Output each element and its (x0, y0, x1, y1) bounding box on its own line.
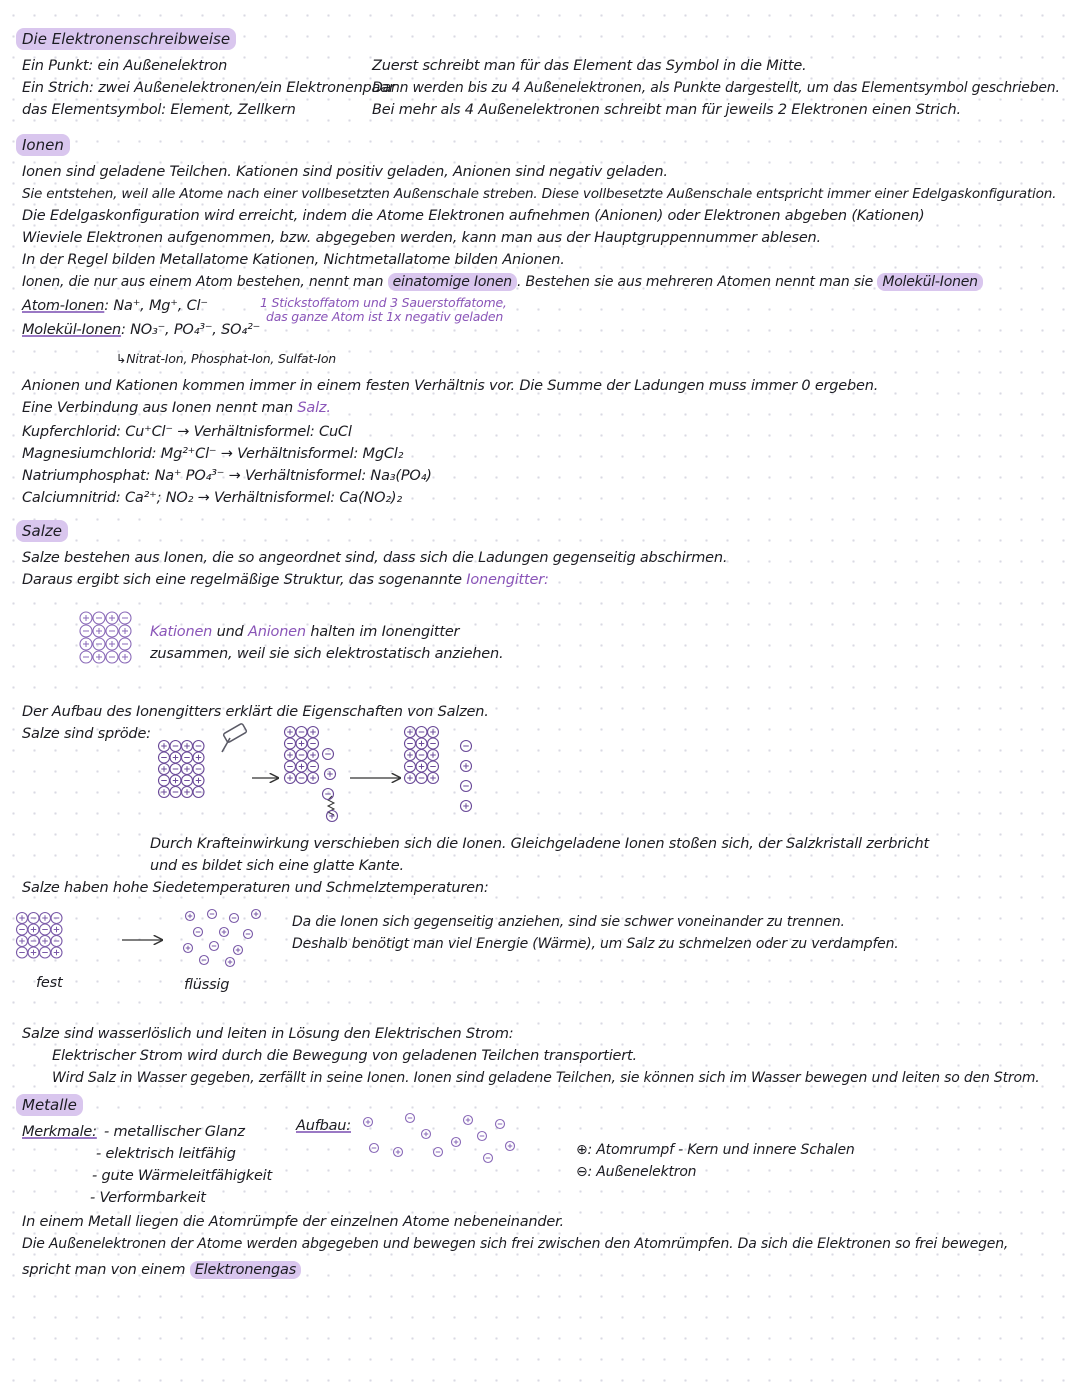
cation-icon (182, 787, 193, 798)
note-line: Salze haben hohe Siedetemperaturen und Schmelztemperaturen: (22, 880, 489, 896)
cation-icon (40, 936, 51, 947)
cation-icon (170, 752, 181, 763)
text-span: halten im Ionengitter (305, 624, 460, 640)
anion-icon (416, 773, 427, 784)
list-item: - Verformbarkeit (90, 1190, 206, 1206)
note-line: und es bildet sich eine glatte Kante. (150, 858, 404, 874)
term-anionen: Anionen (247, 624, 306, 640)
term-ionengitter: Ionengitter: (466, 572, 549, 588)
anion-icon (159, 752, 170, 763)
cation-icon (428, 727, 439, 738)
example-line: Natriumphosphat: Na⁺ PO₄³⁻ → Verhältnisformel: Na₃(PO₄) (22, 468, 432, 484)
note-line: Ein Strich: zwei Außenelektronen/ein Elektronenpaar (22, 80, 395, 96)
anion-icon (434, 1148, 443, 1157)
anion-icon (93, 638, 105, 650)
anion-icon (193, 787, 204, 798)
cation-icon (51, 924, 62, 935)
anion-icon (170, 787, 181, 798)
cation-icon (364, 1118, 373, 1127)
term-elektronengas: Elektronengas (190, 1261, 301, 1279)
note-line: Wieviele Elektronen aufgenommen, bzw. abgegeben werden, kann man aus der Hauptgruppennummer ablesen. (22, 230, 821, 246)
anion-icon (416, 727, 427, 738)
anion-icon (80, 651, 92, 663)
cation-icon (93, 625, 105, 637)
brittleness-diagram (150, 726, 490, 836)
cation-icon (106, 612, 118, 624)
anion-icon (40, 947, 51, 958)
anion-icon (308, 738, 319, 749)
note-line: Ein Punkt: ein Außenelektron (22, 58, 228, 74)
label-fluessig: flüssig (184, 977, 230, 993)
cation-icon (40, 913, 51, 924)
cation-icon (325, 769, 336, 780)
anion-icon (296, 773, 307, 784)
label-molekuel-ionen: Molekül-Ionen (22, 322, 122, 338)
anion-icon (51, 913, 62, 924)
cation-icon (428, 750, 439, 761)
list-item: - elektrisch leitfähig (96, 1146, 236, 1162)
cation-icon (285, 750, 296, 761)
anion-icon (182, 775, 193, 786)
anion-icon (106, 651, 118, 663)
anion-icon (296, 750, 307, 761)
anion-icon (210, 942, 219, 951)
cation-icon (394, 1148, 403, 1157)
label-aufbau: Aufbau: (296, 1118, 351, 1134)
cation-icon (182, 741, 193, 752)
anion-icon (170, 741, 181, 752)
cation-icon (51, 947, 62, 958)
anion-icon (170, 764, 181, 775)
cation-icon (452, 1138, 461, 1147)
anion-icon (200, 956, 209, 965)
anion-icon (323, 789, 334, 800)
text-span: : Na⁺, Mg⁺, Cl⁻ (104, 298, 208, 314)
note-line: In einem Metall liegen die Atomrümpfe der einzelnen Atome nebeneinander. (22, 1214, 564, 1230)
note-line: Anionen und Kationen kommen immer in einem festen Verhältnis vor. Die Summe der Ladungen muss immer 0 ergeben. (22, 378, 879, 394)
heading-elektronenschreibweise: Die Elektronenschreibweise (16, 28, 236, 50)
note-line: Bei mehr als 4 Außenelektronen schreibt man für jeweils 2 Elektronen einen Strich. (372, 102, 961, 118)
anion-icon (370, 1144, 379, 1153)
anion-icon (230, 914, 239, 923)
cation-icon (461, 761, 472, 772)
label-fest: fest (36, 975, 63, 991)
cation-icon (80, 612, 92, 624)
cation-icon (416, 761, 427, 772)
anion-icon (17, 924, 28, 935)
note-line (22, 572, 549, 589)
anion-icon (80, 625, 92, 637)
anion-icon (285, 761, 296, 772)
cation-icon (106, 638, 118, 650)
molekuel-ionen-line (22, 322, 260, 339)
label-merkmale: Merkmale: (22, 1124, 97, 1140)
anion-icon (405, 738, 416, 749)
legend-atomrumpf: ⊕: Atomrumpf - Kern und innere Schalen (576, 1142, 855, 1158)
note-line: Durch Krafteinwirkung verschieben sich die Ionen. Gleichgeladene Ionen stoßen sich, der Salzkristall zerbricht (150, 836, 930, 852)
term-einatomige-ionen: einatomige Ionen (388, 273, 517, 291)
example-line: Magnesiumchlorid: Mg²⁺Cl⁻ → Verhältnisformel: MgCl₂ (22, 446, 404, 462)
heading-salze: Salze (16, 520, 68, 542)
note-line (22, 1262, 301, 1279)
anion-icon (416, 750, 427, 761)
note-line: Salze sind wasserlöslich und leiten in Lösung den Elektrischen Strom: (22, 1026, 514, 1042)
cation-icon (186, 912, 195, 921)
anion-icon (428, 761, 439, 772)
note-line: Der Aufbau des Ionengitters erklärt die Eigenschaften von Salzen. (22, 704, 489, 720)
cation-icon (17, 936, 28, 947)
cation-icon (80, 638, 92, 650)
text-span: . Bestehen sie aus mehreren Atomen nennt man sie (516, 274, 874, 290)
cation-icon (405, 773, 416, 784)
cation-icon (93, 651, 105, 663)
note-line: Ionen sind geladene Teilchen. Kationen sind positiv geladen, Anionen sind negativ geladen. (22, 164, 668, 180)
note-line: Die Außenelektronen der Atome werden abgegeben und bewegen sich frei zwischen den Atomrümpfen. Da sich die Elektronen so frei bewegen, (22, 1236, 1009, 1252)
hammer-icon (222, 723, 247, 752)
cation-icon (226, 958, 235, 967)
anion-icon (28, 913, 39, 924)
note-line: Elektrischer Strom wird durch die Bewegung von geladenen Teilchen transportiert. (52, 1048, 637, 1064)
anion-icon (93, 612, 105, 624)
anion-icon (484, 1154, 493, 1163)
example-line: Calciumnitrid: Ca²⁺; NO₂ → Verhältnisformel: Ca(NO₂)₂ (22, 490, 402, 506)
cation-icon (405, 750, 416, 761)
anion-icon (182, 752, 193, 763)
heading-ionen: Ionen (16, 134, 70, 156)
note-line: In der Regel bilden Metallatome Kationen, Nichtmetallatome bilden Anionen. (22, 252, 565, 268)
cation-icon (285, 727, 296, 738)
anion-icon (194, 928, 203, 937)
cation-icon (506, 1142, 515, 1151)
anion-icon (17, 947, 28, 958)
list-item: - gute Wärmeleitfähigkeit (92, 1168, 272, 1184)
list-item: - metallischer Glanz (104, 1124, 245, 1140)
cation-icon (285, 773, 296, 784)
term-molekuel-ionen: Molekül-Ionen (877, 273, 983, 291)
text-span: Eine Verbindung aus Ionen nennt man (22, 400, 293, 416)
anion-icon (159, 775, 170, 786)
cation-icon (17, 913, 28, 924)
cation-icon (159, 787, 170, 798)
anion-icon (285, 738, 296, 749)
cation-icon (119, 625, 131, 637)
cation-icon (28, 947, 39, 958)
cation-icon (464, 1116, 473, 1125)
anion-icon (40, 924, 51, 935)
cation-icon (28, 924, 39, 935)
cation-icon (461, 801, 472, 812)
anion-icon (119, 612, 131, 624)
anion-icon (428, 738, 439, 749)
anion-icon (478, 1132, 487, 1141)
term-kationen: Kationen (150, 624, 213, 640)
text-span: spricht man von einem (22, 1262, 186, 1278)
text-span: Daraus ergibt sich eine regelmäßige Struktur, das sogenannte (22, 572, 462, 588)
anion-icon (406, 1114, 415, 1123)
metal-structure-diagram (360, 1112, 530, 1172)
note-line (22, 400, 331, 417)
cation-icon (252, 910, 261, 919)
anion-icon (119, 638, 131, 650)
note-line (150, 624, 459, 641)
anion-icon (51, 936, 62, 947)
note-line: Zuerst schreibt man für das Element das Symbol in die Mitte. (372, 58, 807, 74)
note-line: ↳Nitrat-Ion, Phosphat-Ion, Sulfat-Ion (116, 351, 337, 366)
anion-icon (193, 741, 204, 752)
cation-icon (159, 764, 170, 775)
ion-lattice-diagram (78, 610, 150, 670)
anion-icon (28, 936, 39, 947)
cation-icon (296, 761, 307, 772)
note-line: das Elementsymbol: Element, Zellkern (22, 102, 296, 118)
cation-icon (184, 944, 193, 953)
note-line (22, 274, 983, 291)
anion-icon (244, 930, 253, 939)
term-salz: Salz. (297, 400, 331, 416)
cation-icon (422, 1130, 431, 1139)
cation-icon (193, 752, 204, 763)
note-line: Salze sind spröde: (22, 726, 151, 742)
anion-icon (308, 761, 319, 772)
note-line: Dann werden bis zu 4 Außenelektronen, als Punkte dargestellt, um das Elementsymbol geschrieben. (372, 80, 1060, 96)
note-line: Die Edelgaskonfiguration wird erreicht, indem die Atome Elektronen aufnehmen (Anionen) oder Elektronen abgeben (Kationen) (22, 208, 925, 224)
atom-ionen-line (22, 298, 208, 315)
note-line: Deshalb benötigt man viel Energie (Wärme), um Salz zu schmelzen oder zu verdampfen. (292, 936, 899, 952)
note-line: Sie entstehen, weil alle Atome nach einer vollbesetzten Außenschale streben. Diese vollbesetzte Außenschale entspricht immer einer Edelgaskonfiguration. (22, 186, 1057, 202)
anion-icon (461, 781, 472, 792)
label-atom-ionen: Atom-Ionen (22, 298, 105, 314)
cation-icon (296, 738, 307, 749)
text-span: Ionen, die nur aus einem Atom bestehen, nennt man (22, 274, 384, 290)
cation-icon (405, 727, 416, 738)
cation-icon (416, 738, 427, 749)
cation-icon (308, 727, 319, 738)
cation-icon (327, 811, 338, 822)
anion-icon (193, 764, 204, 775)
anion-icon (461, 741, 472, 752)
text-span: und (212, 624, 248, 640)
note-line: Wird Salz in Wasser gegeben, zerfällt in seine Ionen. Ionen sind geladene Teilchen, sie können sich im Wasser bewegen und leiten so den Strom. (52, 1070, 1040, 1086)
anion-icon (296, 727, 307, 738)
legend-aussenelektron: ⊖: Außenelektron (576, 1164, 697, 1180)
cation-icon (234, 946, 243, 955)
cation-icon (193, 775, 204, 786)
example-line: Kupferchlorid: Cu⁺Cl⁻ → Verhältnisformel: CuCl (22, 424, 352, 440)
heading-metalle: Metalle (16, 1094, 83, 1116)
note-line: zusammen, weil sie sich elektrostatisch anziehen. (150, 646, 504, 662)
anion-icon (496, 1120, 505, 1129)
cation-icon (308, 750, 319, 761)
cation-icon (119, 651, 131, 663)
cation-icon (170, 775, 181, 786)
anion-icon (106, 625, 118, 637)
cation-icon (428, 773, 439, 784)
cation-icon (159, 741, 170, 752)
cation-icon (182, 764, 193, 775)
anion-icon (208, 910, 217, 919)
cation-icon (308, 773, 319, 784)
anion-icon (405, 761, 416, 772)
annotation-nitrat-1: 1 Stickstoffatom und 3 Sauerstoffatome, (260, 295, 507, 310)
note-line: Da die Ionen sich gegenseitig anziehen, sind sie schwer voneinander zu trennen. (292, 914, 845, 930)
annotation-nitrat-2: das ganze Atom ist 1x negativ geladen (266, 309, 504, 324)
text-span: : NO₃⁻, PO₄³⁻, SO₄²⁻ (121, 322, 261, 338)
cation-icon (220, 928, 229, 937)
note-line: Salze bestehen aus Ionen, die so angeordnet sind, dass sich die Ladungen gegenseitig abschirmen. (22, 550, 728, 566)
anion-icon (323, 749, 334, 760)
